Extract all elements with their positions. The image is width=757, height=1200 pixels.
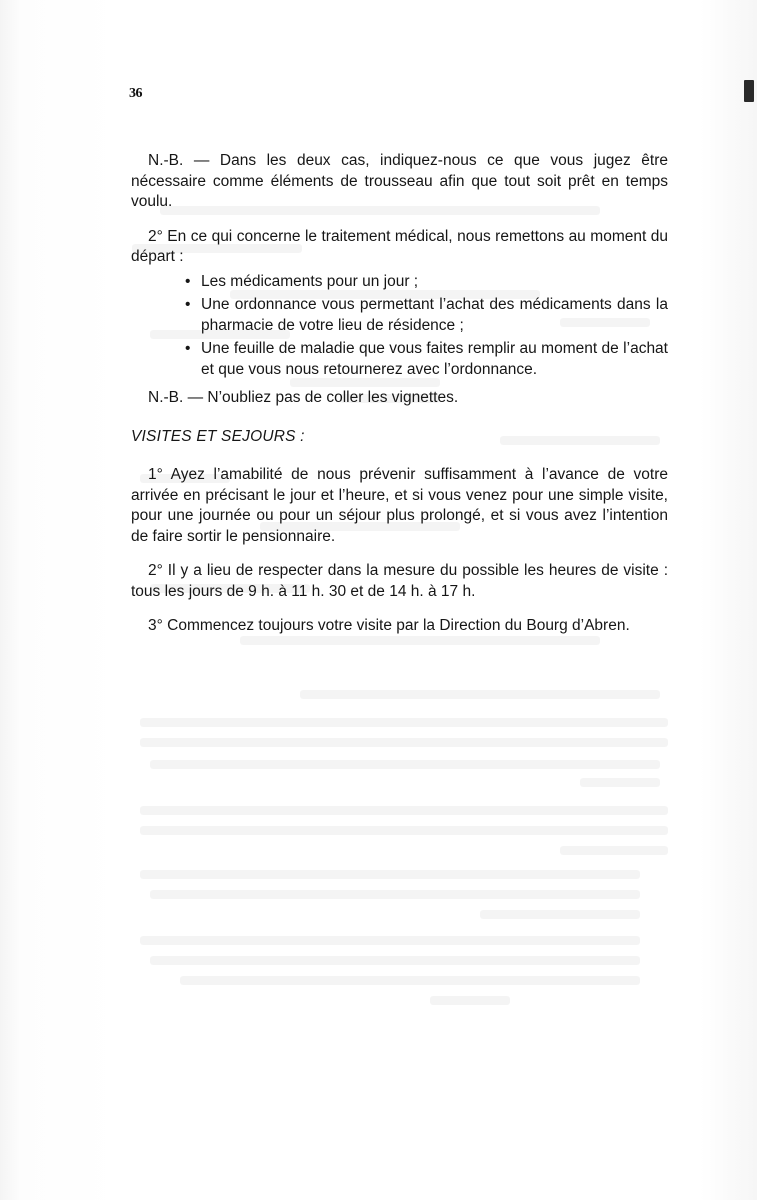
bullet-icon: • [185, 296, 191, 313]
nota-bene-vignettes: N.-B. — N’oubliez pas de coller les vignettes. [148, 389, 459, 406]
section-heading-visits: VISITES ET SEJOURS : [131, 427, 305, 445]
list-item-text: Les médicaments pour un jour ; [201, 272, 419, 290]
list-item-text: Une ordonnance vous permettant l’achat des médicaments dans la pharmacie de votre lieu de résidence ; [201, 296, 668, 334]
list-item-text: Une feuille de maladie que vous faites remplir au moment de l’achat et que vous nous retournerez avec l’ordonnance. [201, 340, 668, 378]
visit-rule-1: 1° Ayez l’amabilité de nous prévenir suffisamment à l’avance de votre arrivée en précisant le jour et l’heure, et si vous venez pour une simple visite, pour une journée ou pour un séjour plus prolongé, et si vous avez l’intention de faire sortir le pensionnaire. [131, 466, 668, 545]
document-body [131, 151, 668, 637]
list-item [185, 295, 668, 336]
bullet-icon: • [185, 272, 191, 290]
visit-rule-3: 3° Commencez toujours votre visite par la Direction du Bourg d’Abren. [148, 617, 630, 634]
nota-bene-trousseau: N.-B. — Dans les deux cas, indiquez-nous ce que vous jugez être nécessaire comme éléments de trousseau afin que tout soit prêt en temps voulu. [131, 152, 668, 210]
medical-items-list [131, 272, 668, 381]
page-number: 36 [129, 86, 142, 101]
page-edge-mark [744, 80, 754, 102]
bullet-icon: • [185, 340, 191, 357]
list-item [185, 339, 668, 380]
list-item [185, 272, 668, 293]
visit-rule-2: 2° Il y a lieu de respecter dans la mesure du possible les heures de visite : tous les jours de 9 h. à 11 h. 30 et de 14 h. à 17 h. [131, 562, 668, 600]
medical-treatment-intro: 2° En ce qui concerne le traitement médical, nous remettons au moment du départ : [131, 227, 668, 265]
